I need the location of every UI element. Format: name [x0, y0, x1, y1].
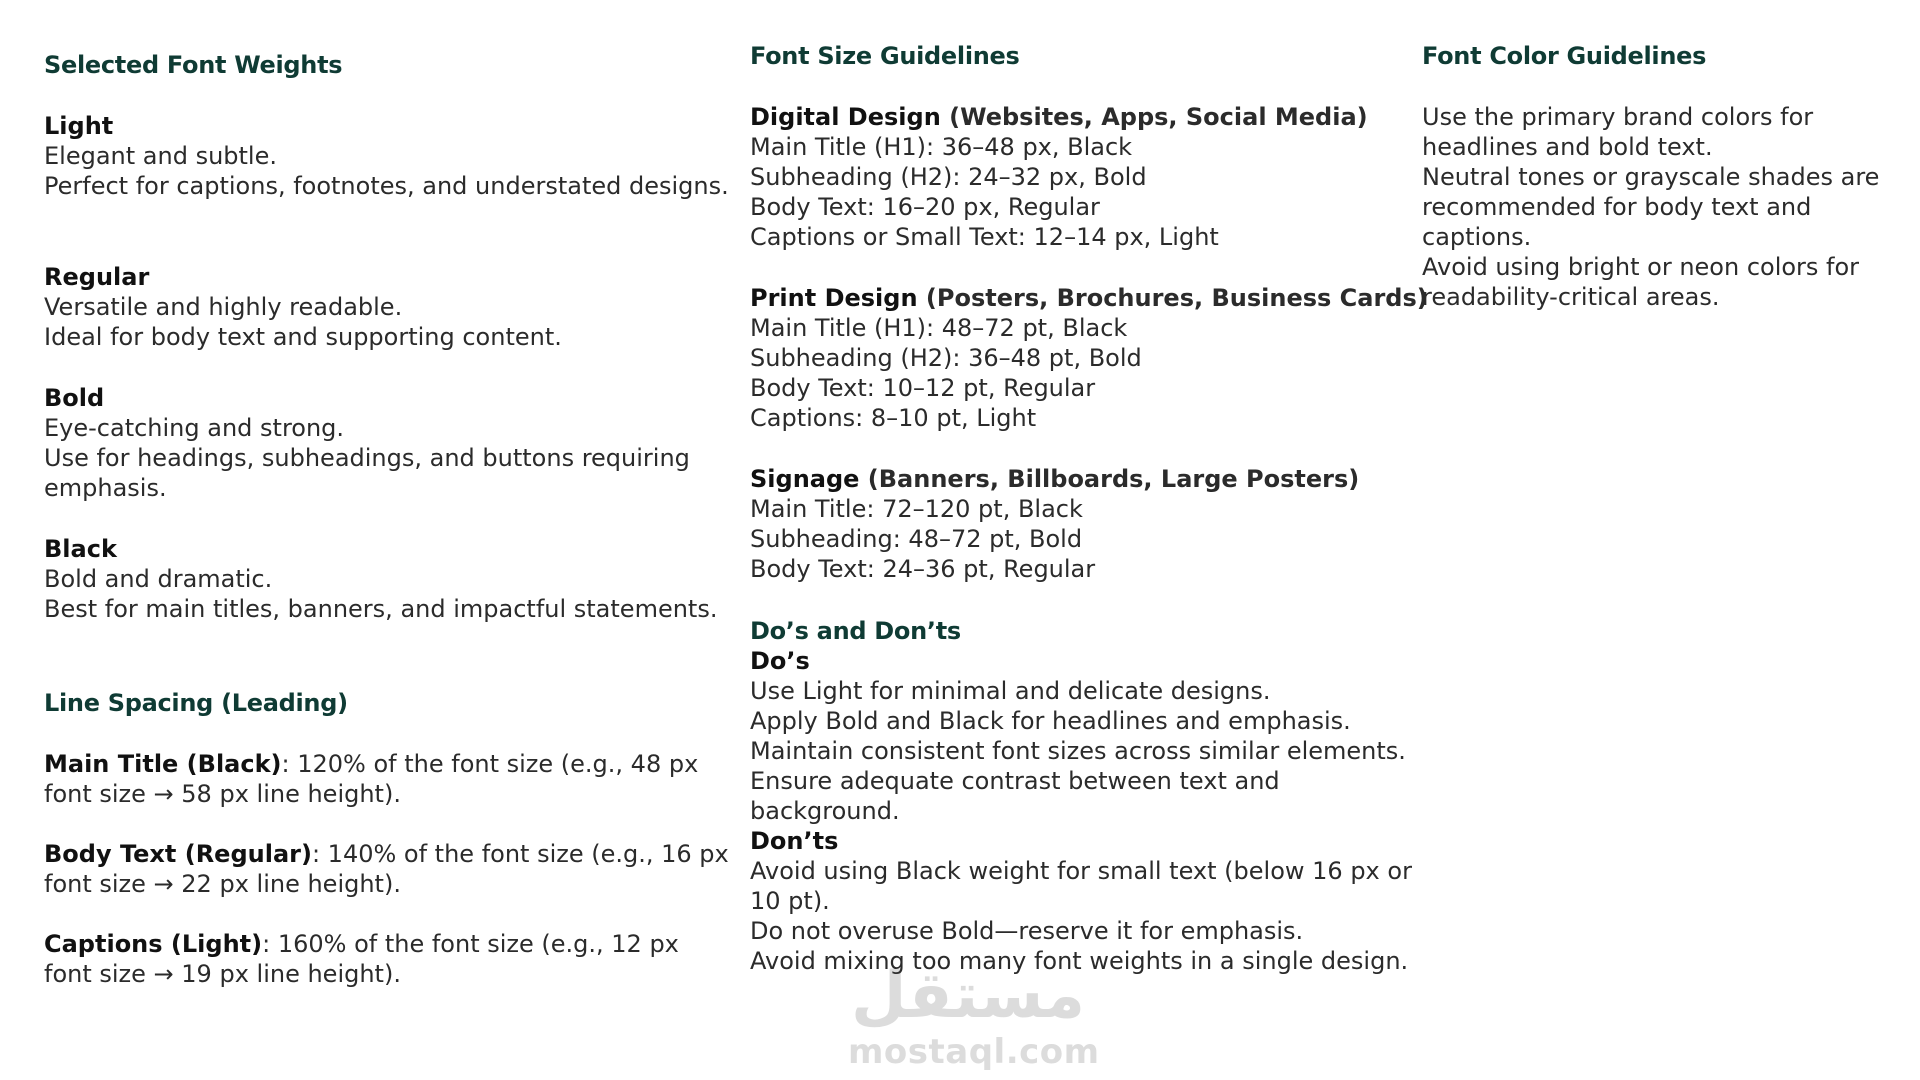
font-weights-heading: Selected Font Weights — [44, 51, 343, 79]
leading-label: Body Text (Regular) — [44, 840, 312, 868]
size-group-title — [750, 283, 1430, 313]
size-group-label: Signage — [750, 465, 860, 493]
dos-item: Use Light for minimal and delicate designs. — [750, 677, 1271, 705]
weight-regular — [44, 262, 734, 352]
size-group-note: (Banners, Billboards, Large Posters) — [859, 465, 1360, 493]
font-size-heading: Font Size Guidelines — [750, 42, 1020, 70]
size-group-note: (Websites, Apps, Social Media) — [940, 103, 1368, 131]
size-line: Body Text: 24–36 pt, Regular — [750, 555, 1096, 583]
donts-item: Do not overuse Bold—reserve it for emphasis. — [750, 917, 1304, 945]
leading-desc — [44, 930, 679, 988]
size-group-signage — [750, 464, 1430, 584]
weight-light — [44, 111, 734, 201]
dos-donts-heading: Do’s and Don’ts — [750, 617, 961, 645]
size-line: Body Text: 16–20 px, Regular — [750, 193, 1100, 221]
leading-main-title — [44, 749, 734, 809]
size-line: Main Title (H1): 48–72 pt, Black — [750, 314, 1128, 342]
size-group-label: Print Design — [750, 284, 918, 312]
weight-desc: Use for headings, subheadings, and buttons requiring emphasis. — [44, 444, 690, 502]
weight-desc: Perfect for captions, footnotes, and understated designs. — [44, 172, 729, 200]
size-line: Captions or Small Text: 12–14 px, Light — [750, 223, 1219, 251]
size-group-title — [750, 102, 1430, 132]
size-line: Subheading (H2): 36–48 pt, Bold — [750, 344, 1142, 372]
leading-desc — [44, 750, 698, 808]
weight-black — [44, 534, 734, 624]
weight-desc: Best for main titles, banners, and impactful statements. — [44, 595, 718, 623]
color-guideline: Use the primary brand colors for headlines and bold text. — [1422, 103, 1814, 161]
size-line: Captions: 8–10 pt, Light — [750, 404, 1037, 432]
mostaql-watermark — [848, 959, 1100, 1072]
weight-bold — [44, 383, 734, 503]
dos-list — [750, 646, 1430, 976]
donts-item: Avoid using Black weight for small text (below 16 px or 10 pt). — [750, 857, 1412, 915]
size-group-title — [750, 464, 1430, 494]
size-line: Subheading: 48–72 pt, Bold — [750, 525, 1083, 553]
watermark-url: mostaql.com — [848, 1032, 1100, 1072]
size-group-note: (Posters, Brochures, Business Cards) — [917, 284, 1428, 312]
size-line: Body Text: 10–12 pt, Regular — [750, 374, 1096, 402]
weight-name: Bold — [44, 384, 105, 412]
dos-item: Maintain consistent font sizes across similar elements. — [750, 737, 1406, 765]
font-color-heading: Font Color Guidelines — [1422, 42, 1707, 70]
font-color-text — [1422, 102, 1892, 312]
weight-desc: Elegant and subtle. — [44, 142, 277, 170]
donts-item: Avoid mixing too many font weights in a single design. — [750, 947, 1409, 975]
dos-item: Ensure adequate contrast between text and background. — [750, 767, 1280, 825]
donts-label: Don’ts — [750, 827, 839, 855]
size-group-label: Digital Design — [750, 103, 941, 131]
leading-label: Captions (Light) — [44, 930, 263, 958]
leading-captions — [44, 929, 734, 989]
weight-name: Black — [44, 535, 117, 563]
weight-name: Regular — [44, 263, 150, 291]
size-line: Main Title (H1): 36–48 px, Black — [750, 133, 1133, 161]
color-guideline: Neutral tones or grayscale shades are recommended for body text and captions. — [1422, 163, 1880, 251]
size-group-digital — [750, 102, 1430, 252]
size-group-print — [750, 283, 1430, 433]
color-guideline: Avoid using bright or neon colors for readability-critical areas. — [1422, 253, 1860, 311]
leading-body-text — [44, 839, 734, 899]
leading-desc — [44, 840, 729, 898]
watermark-arabic: مستقل — [850, 959, 1086, 1033]
leading-text: : 140% of the font size (e.g., 16 px font size → 22 px line height). — [44, 840, 729, 898]
weight-desc: Eye-catching and strong. — [44, 414, 345, 442]
line-spacing-heading: Line Spacing (Leading) — [44, 689, 348, 717]
leading-text: : 120% of the font size (e.g., 48 px font size → 58 px line height). — [44, 750, 699, 808]
size-line: Subheading (H2): 24–32 px, Bold — [750, 163, 1147, 191]
leading-text: : 160% of the font size (e.g., 12 px font size → 19 px line height). — [44, 930, 679, 988]
weight-desc: Versatile and highly readable. — [44, 293, 403, 321]
dos-item: Apply Bold and Black for headlines and emphasis. — [750, 707, 1351, 735]
size-line: Main Title: 72–120 pt, Black — [750, 495, 1083, 523]
dos-label: Do’s — [750, 647, 810, 675]
weight-desc: Bold and dramatic. — [44, 565, 273, 593]
weight-name: Light — [44, 112, 114, 140]
weight-desc: Ideal for body text and supporting content. — [44, 323, 562, 351]
leading-label: Main Title (Black) — [44, 750, 282, 778]
